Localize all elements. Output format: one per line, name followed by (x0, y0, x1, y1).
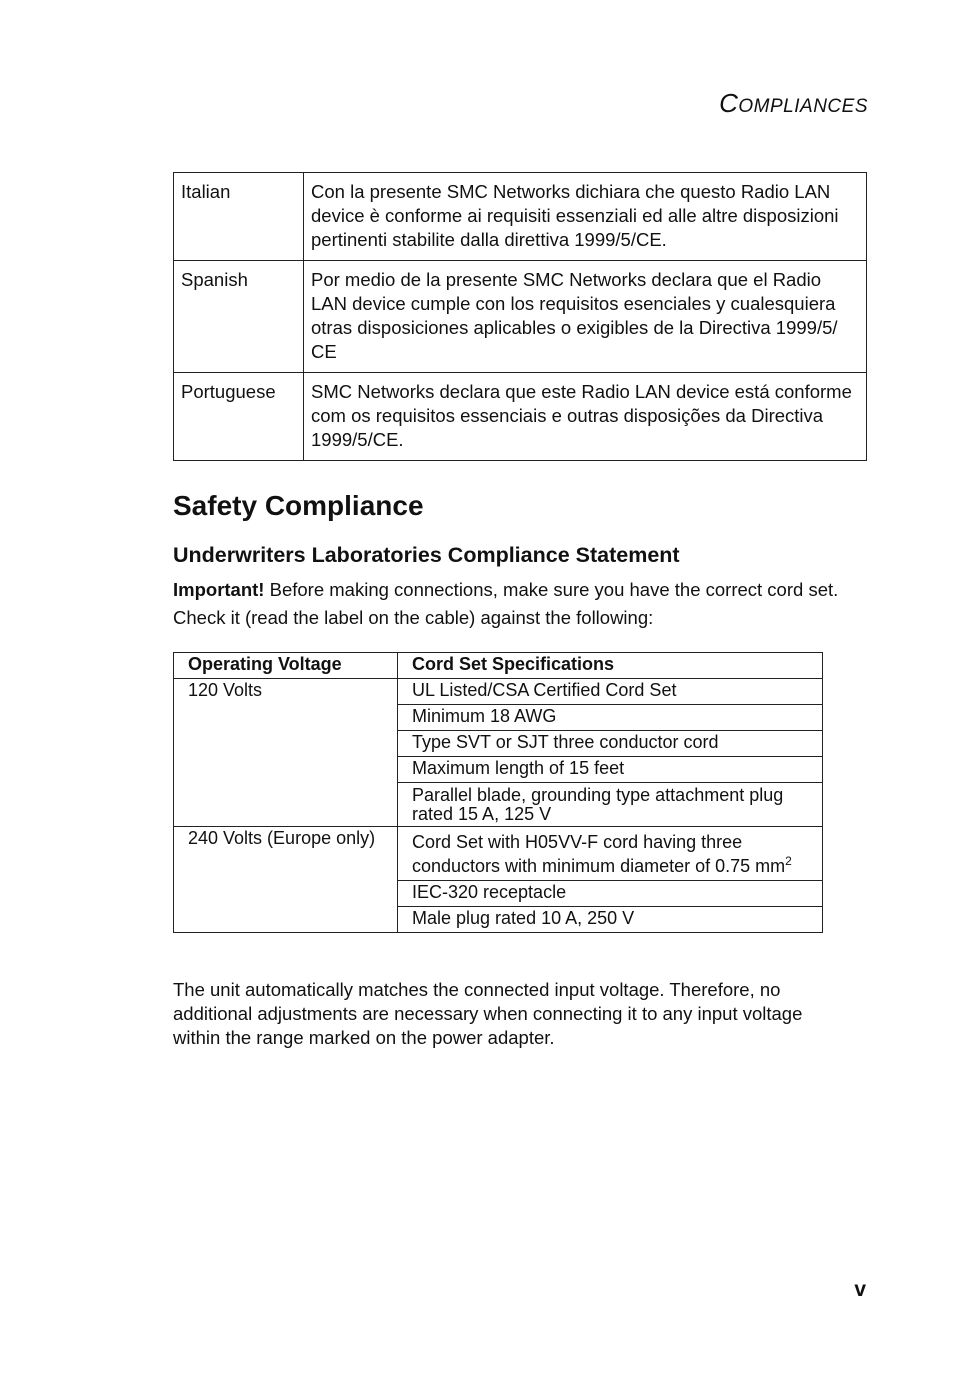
spec-cell: Minimum 18 AWG (398, 705, 823, 731)
spec-cell: UL Listed/CSA Certified Cord Set (398, 679, 823, 705)
table-row (174, 827, 823, 881)
spec-cell: Maximum length of 15 feet (398, 757, 823, 783)
spec-cell: IEC-320 receptacle (398, 881, 823, 907)
spec-text: Cord Set with H05VV-F cord having three conductors with minimum diameter of 0.75 mm (412, 832, 786, 876)
column-header: Cord Set Specifications (398, 653, 823, 679)
declaration-cell: SMC Networks declara que este Radio LAN device está conforme com os requisitos essenciais e outras disposições da Directiva 1999/5/CE. (304, 373, 867, 461)
declaration-cell: Por medio de la presente SMC Networks declara que el Radio LAN device cumple con los requisitos esenciales y cualesquiera otras disposiciones aplicables o exigibles de la Directiva 1999/5/ CE (304, 261, 867, 373)
running-header-rest: OMPLIANCES (738, 96, 868, 117)
table-row (174, 173, 867, 261)
language-cell: Spanish (174, 261, 304, 373)
page-number: v (854, 1278, 866, 1301)
running-header-initial: C (719, 88, 739, 118)
table-row (174, 679, 823, 705)
declaration-table (173, 172, 867, 461)
spec-cell (398, 827, 823, 881)
superscript: 2 (785, 854, 792, 868)
table-row (174, 373, 867, 461)
section-title: Safety Compliance (173, 490, 424, 521)
important-note (173, 576, 873, 632)
running-header (719, 88, 868, 119)
cord-set-table (173, 652, 823, 933)
voltage-cell: 120 Volts (174, 679, 398, 827)
language-cell: Italian (174, 173, 304, 261)
important-label: Important! (173, 579, 265, 600)
table-row (174, 261, 867, 373)
declaration-cell: Con la presente SMC Networks dichiara che questo Radio LAN device è conforme ai requisiti essenziali ed alle altre disposizioni pertinenti stabilite dalla direttiva 1999/5/CE. (304, 173, 867, 261)
spec-cell: Type SVT or SJT three conductor cord (398, 731, 823, 757)
column-header: Operating Voltage (174, 653, 398, 679)
important-text: Before making connections, make sure you have the correct cord set. Check it (read the label on the cable) against the following: (173, 579, 839, 628)
spec-cell: Parallel blade, grounding type attachment plug rated 15 A, 125 V (398, 783, 823, 827)
body-paragraph: The unit automatically matches the connected input voltage. Therefore, no additional adjustments are necessary when connecting it to any input voltage within the range marked on the power adapter. (173, 979, 803, 1048)
language-cell: Portuguese (174, 373, 304, 461)
subsection-title: Underwriters Laboratories Compliance Statement (173, 543, 680, 567)
voltage-cell: 240 Volts (Europe only) (174, 827, 398, 933)
spec-cell: Male plug rated 10 A, 250 V (398, 907, 823, 933)
table-header-row (174, 653, 823, 679)
